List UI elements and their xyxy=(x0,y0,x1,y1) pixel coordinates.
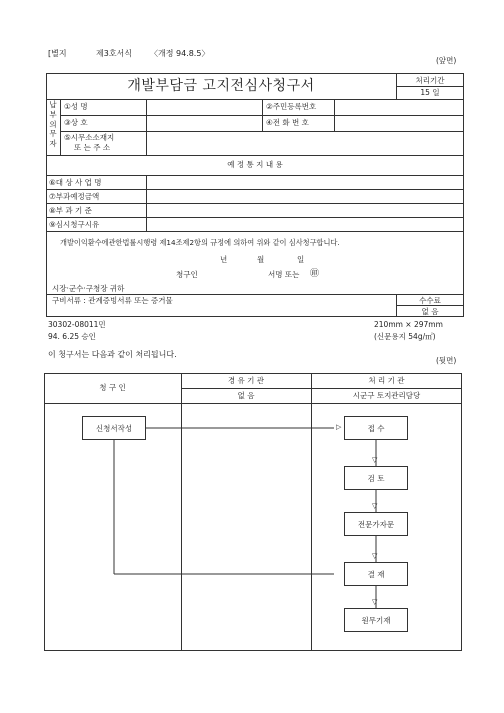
processing-period-label: 처리기간 xyxy=(415,76,445,85)
step-receipt: 접 수 xyxy=(344,416,408,440)
address-label-sub: 또 는 주 소 xyxy=(74,143,111,152)
arrow-down-icon: ▽ xyxy=(372,552,378,560)
col-via-agency: 경 유 기 관 xyxy=(227,376,265,385)
expected-amount-label: ⑦부과예정금액 xyxy=(49,192,100,201)
fee-label: 수수료 xyxy=(419,296,441,305)
paper-size: 210mm × 297mm xyxy=(374,320,443,329)
arrow-down-icon: ▽ xyxy=(372,598,378,606)
annex-label: [별지 xyxy=(48,49,67,58)
trade-name-label: ③상 호 xyxy=(64,118,88,127)
addressee: 시장·군수·구청장 귀하 xyxy=(52,284,125,293)
address-label: ⑤시무소소재지 xyxy=(64,133,115,142)
review-reason-label: ⑨심시청구시유 xyxy=(49,220,100,229)
step-review: 검 토 xyxy=(344,466,408,490)
col-handling-agency: 처 리 기 관 xyxy=(368,376,405,385)
taxpayer-vertical-label: 납 부 의 무 자 xyxy=(49,100,57,149)
step-expert-advice: 전문가자문 xyxy=(344,512,408,536)
statement-text: 개발이익환수에관한법률시행령 제14조제2항의 규정에 의하여 위와 같이 심사청구합니다. xyxy=(60,238,340,247)
approval-date: 94. 6.25 승인 xyxy=(48,332,96,341)
revision-note: 〈개정 94.8.5〉 xyxy=(150,49,210,58)
date-year: 년 xyxy=(220,255,228,264)
processing-period-value: 15 일 xyxy=(420,88,440,97)
form-number: 제3호서식 xyxy=(96,49,133,58)
resident-number-label: ②주민등록번호 xyxy=(266,102,317,111)
step-decision: 결 재 xyxy=(344,562,408,586)
fee-value: 없 음 xyxy=(421,307,439,316)
arrow-down-icon: ▽ xyxy=(372,456,378,464)
form-code: 30302-08011민 xyxy=(48,320,106,329)
name-label: ①성 명 xyxy=(64,102,88,111)
required-documents: 구비서류 : 관계증빙서류 또는 증거물 xyxy=(52,296,173,305)
levy-basis-label: ⑧부 과 기 준 xyxy=(49,206,92,215)
business-name-label: ⑥대 상 사 업 명 xyxy=(49,178,102,187)
applicant-label: 청구인 xyxy=(176,270,198,279)
process-intro: 이 청구서는 다음과 같이 처리됩니다. xyxy=(48,350,177,359)
form-title: 개발부담금 고지전심사청구서 xyxy=(127,78,315,94)
col-applicant: 청 구 인 xyxy=(99,383,126,392)
via-agency-value: 없 음 xyxy=(237,391,255,400)
arrow-down-icon: ▽ xyxy=(372,502,378,510)
step-write-application: 신청서작성 xyxy=(82,416,146,440)
notice-section-header: 예 정 통 지 내 용 xyxy=(227,160,283,169)
back-side-label: (뒷면) xyxy=(436,356,457,365)
seal-mark: ㊞ xyxy=(310,269,320,279)
signature-label: 서명 또는 xyxy=(268,270,300,279)
phone-label: ④전 화 번 호 xyxy=(266,118,309,127)
arrow-right-icon: ▷ xyxy=(336,423,342,431)
date-month: 월 xyxy=(257,255,265,264)
paper-type: (신문용지 54g/㎡) xyxy=(374,332,436,341)
step-register: 원무기재 xyxy=(344,608,408,632)
front-side-label: (앞면) xyxy=(436,56,457,65)
date-day: 일 xyxy=(297,255,305,264)
handling-agency-value: 시군구 토지관리담당 xyxy=(352,391,421,400)
